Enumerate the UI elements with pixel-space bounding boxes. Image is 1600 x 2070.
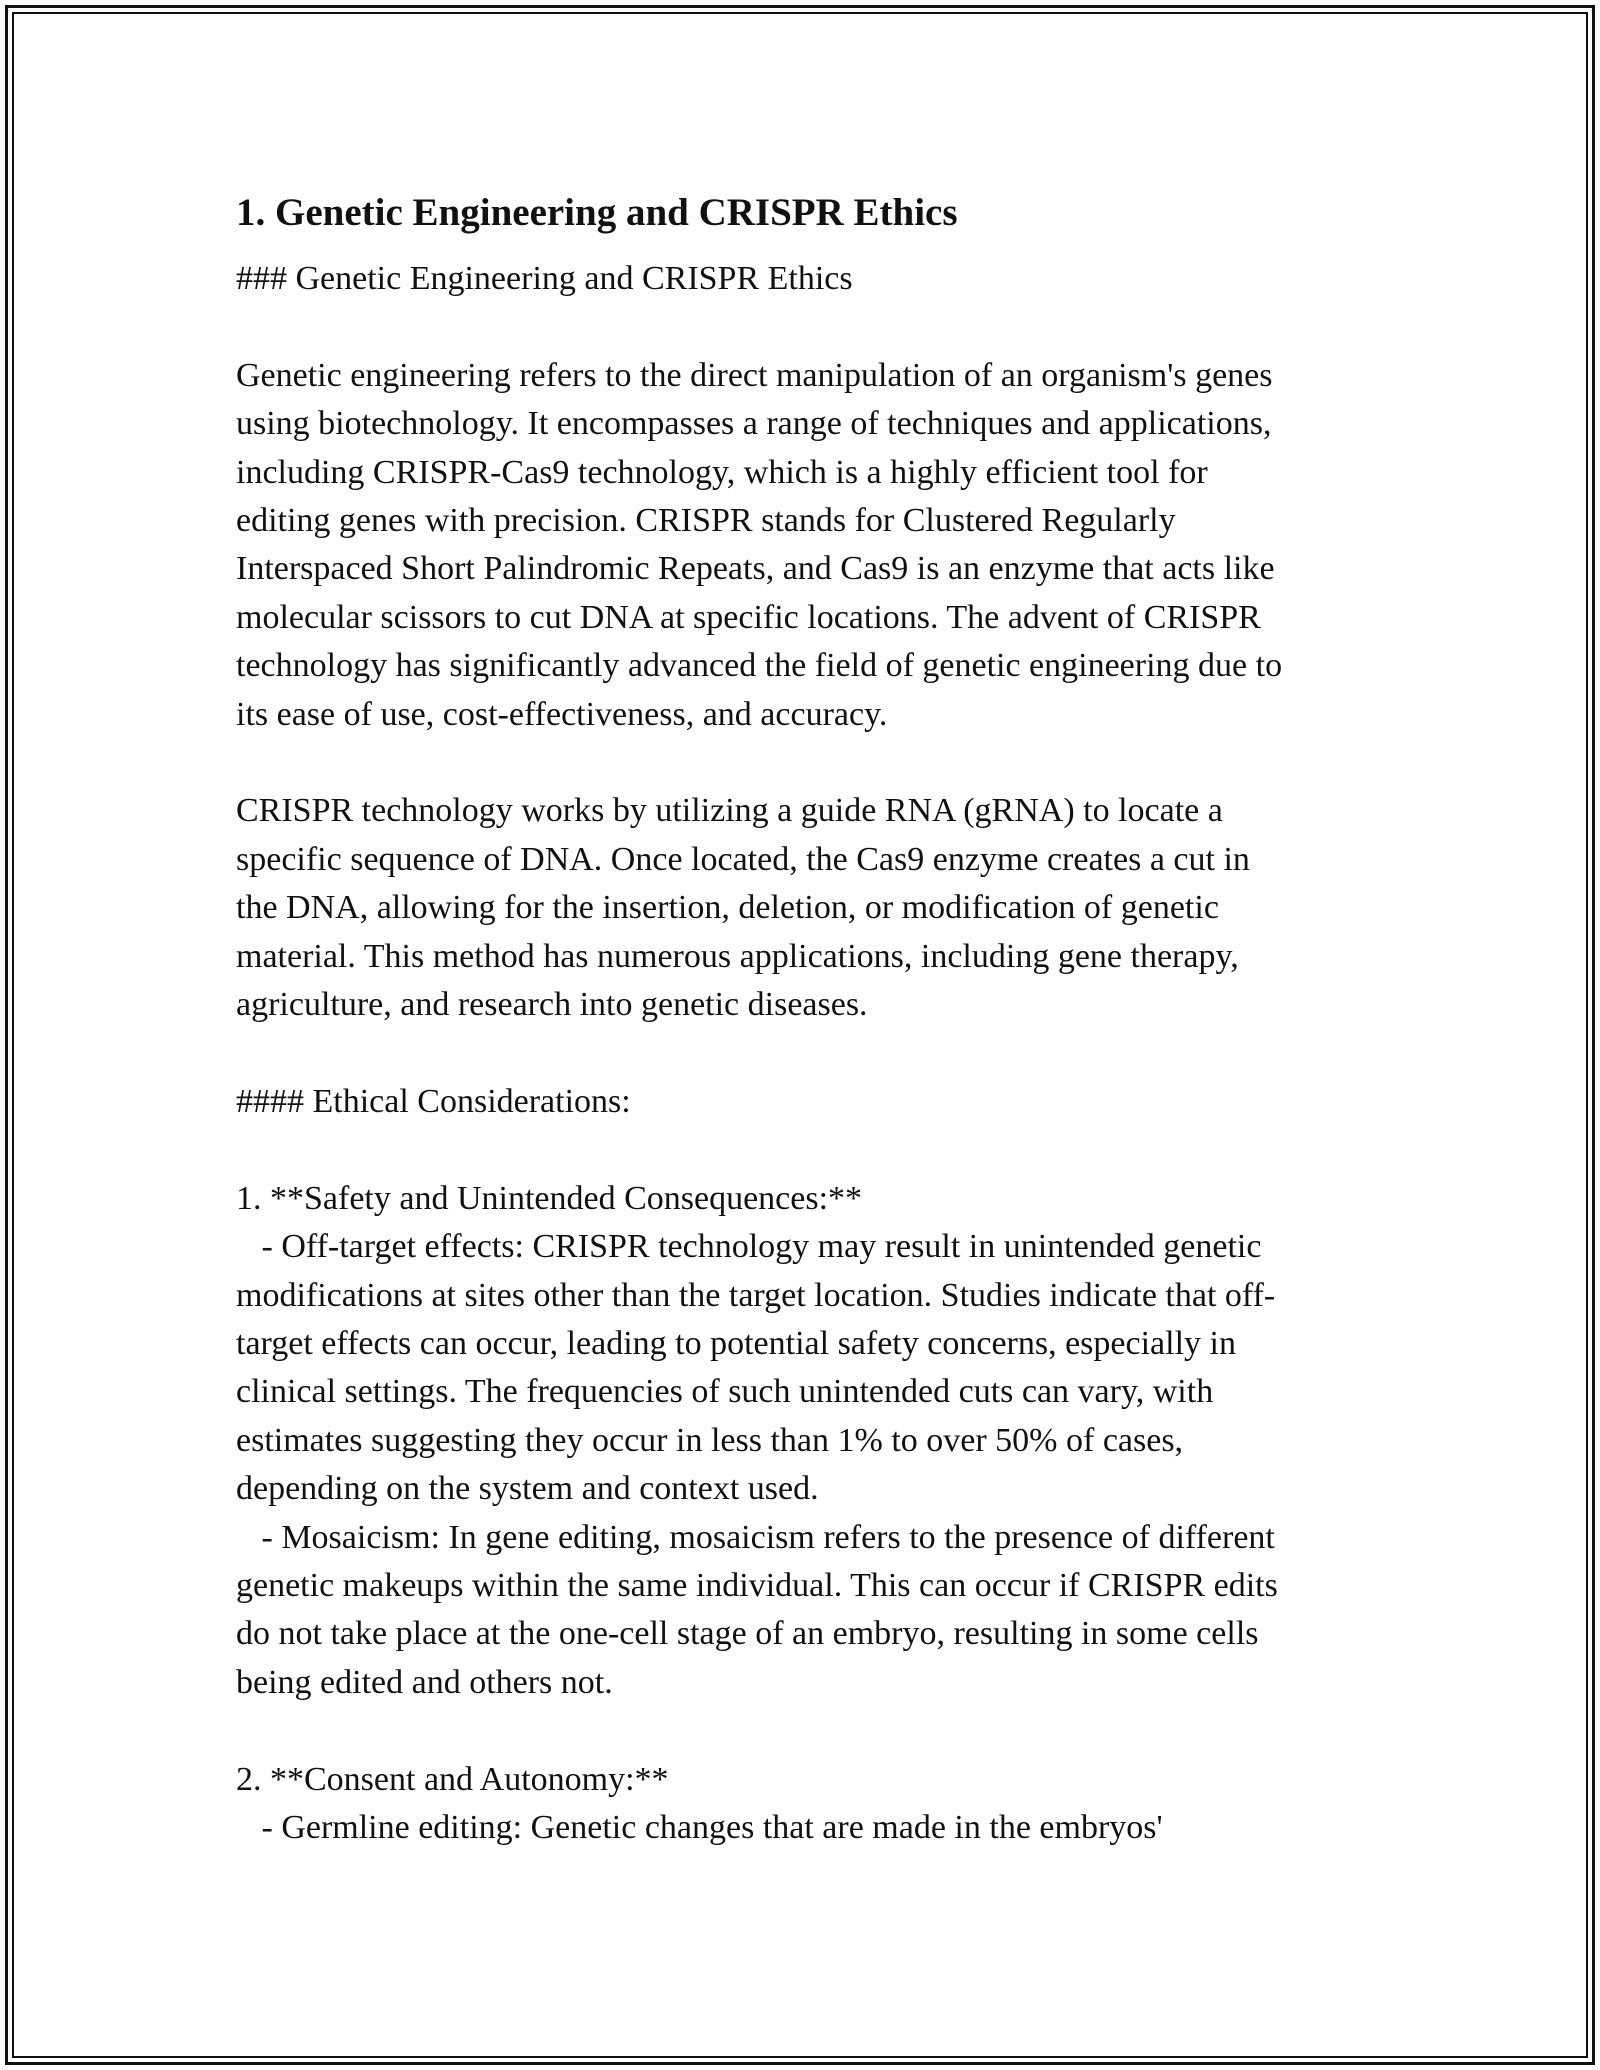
document-content — [236, 185, 1386, 1852]
document-body-text: ### Genetic Engineering and CRISPR Ethics Genetic engineering refers to the direct manipulation of an organism's genes using biotechnology. It encompasses a range of techniques and applications, including CRISPR-Cas9 technology, which is a highly efficient tool for editing genes with precision. CRISPR stands for Clustered Regularly Interspaced Short Palindromic Repeats, and Cas9 is an enzyme that acts like molecular scissors to cut DNA at specific locations. The advent of CRISPR technology has significantly advanced the field of genetic engineering due to its ease of use, cost-effectiveness, and accuracy. CRISPR technology works by utilizing a guide RNA (gRNA) to locate a specific sequence of DNA. Once located, the Cas9 enzyme creates a cut in the DNA, allowing for the insertion, deletion, or modification of genetic material. This method has numerous applications, including gene therapy, agriculture, and research into genetic diseases. #### Ethical Considerations: 1. **Safety and Unintended Consequences:** - Off-target effects: CRISPR technology may result in unintended genetic modifications at sites other than the target location. Studies indicate that off- target effects can occur, leading to potential safety concerns, especially in clinical settings. The frequencies of such unintended cuts can vary, with estimates suggesting they occur in less than 1% to over 50% of cases, depending on the system and context used. - Mosaicism: In gene editing, mosaicism refers to the presence of different genetic makeups within the same individual. This can occur if CRISPR edits do not take place at the one-cell stage of an embryo, resulting in some cells being edited and others not. 2. **Consent and Autonomy:** - Germline editing: Genetic changes that are made in the embryos' — [236, 260, 1283, 1846]
page-title: 1. Genetic Engineering and CRISPR Ethics — [236, 191, 958, 234]
